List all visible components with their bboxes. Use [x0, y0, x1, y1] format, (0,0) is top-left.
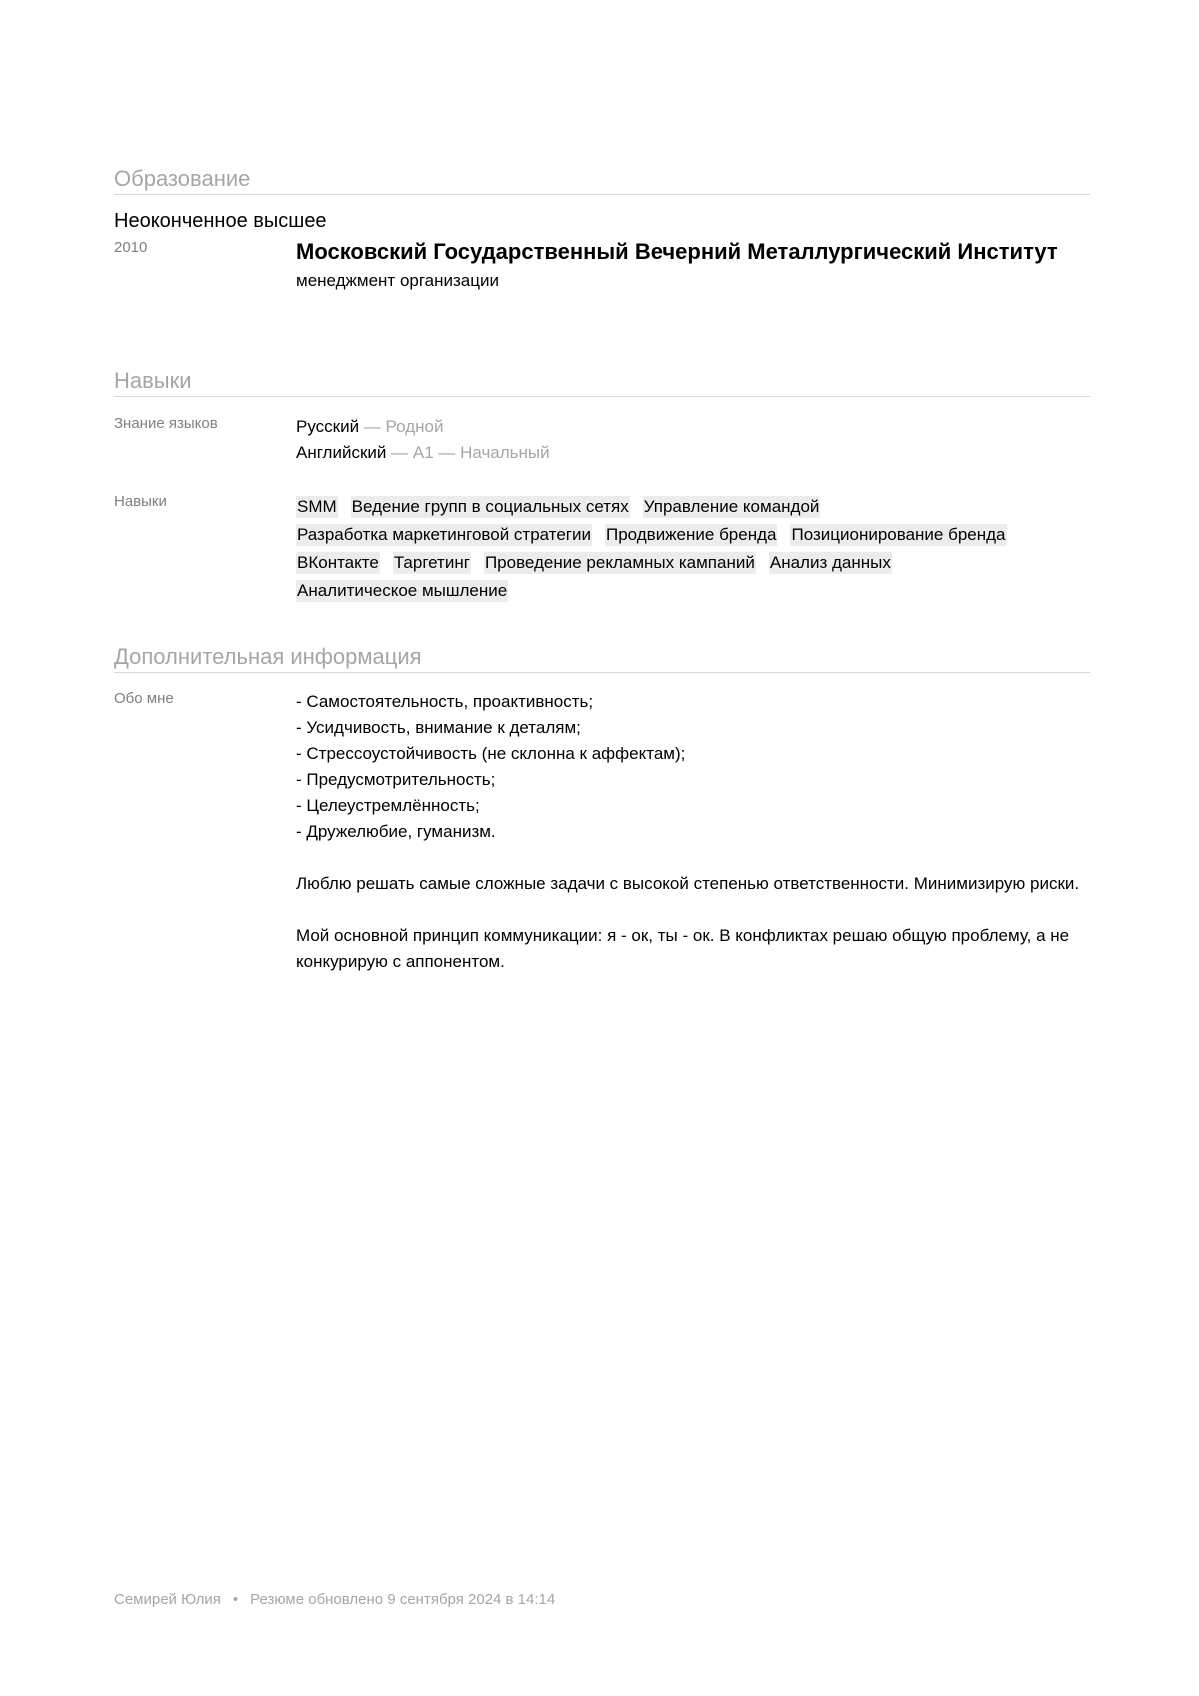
- about-line: - Дружелюбие, гуманизм.: [296, 822, 496, 841]
- footer-separator: •: [232, 1591, 239, 1608]
- language-name: Английский: [296, 443, 387, 462]
- skill-tag: Анализ данных: [769, 553, 891, 572]
- footer-name: Семирей Юлия: [114, 1591, 221, 1608]
- language-item: [296, 440, 1090, 466]
- skill-tag: Аналитическое мышление: [297, 581, 508, 600]
- about-line: - Самостоятельность, проактивность;: [296, 692, 594, 711]
- footer-updated: Резюме обновлено 9 сентября 2024 в 14:14: [250, 1591, 556, 1608]
- skills-section: [114, 368, 1090, 397]
- about-line: - Предусмотрительность;: [296, 770, 496, 789]
- skill-tag: Проведение рекламных кампаний: [484, 553, 755, 572]
- skill-tag: Позиционирование бренда: [791, 525, 1006, 544]
- education-institution: Московский Государственный Вечерний Металлургический Институт: [296, 239, 1058, 264]
- about-text: [296, 689, 1090, 975]
- education-specialty: менеджмент организации: [296, 271, 499, 290]
- education-year: 2010: [114, 239, 148, 256]
- skill-tag: Управление командой: [643, 497, 820, 516]
- skills-section-title: Навыки: [114, 368, 1090, 397]
- about-line: - Стрессоустойчивость (не склонна к аффектам);: [296, 744, 686, 763]
- language-level: — Родной: [359, 417, 444, 436]
- about-line: - Усидчивость, внимание к деталям;: [296, 718, 581, 737]
- about-label: Обо мне: [114, 690, 174, 707]
- skill-tag: Продвижение бренда: [605, 525, 777, 544]
- education-level: Неоконченное высшее: [114, 210, 327, 232]
- language-name: Русский: [296, 417, 360, 436]
- skills-label: Навыки: [114, 493, 167, 510]
- language-level: — A1 — Начальный: [386, 443, 550, 462]
- resume-page: [114, 0, 1090, 1696]
- about-line: - Целеустремлённость;: [296, 796, 480, 815]
- languages-label: Знание языков: [114, 415, 218, 432]
- skill-tag: Ведение групп в социальных сетях: [351, 497, 629, 516]
- skill-tag: ВКонтакте: [297, 553, 379, 572]
- education-section: [114, 166, 1090, 195]
- about-paragraph: Мой основной принцип коммуникации: я - ок, ты - ок. В конфликтах решаю общую проблему, а не конкурирую с аппонентом.: [296, 926, 1070, 971]
- page-footer: [114, 1590, 555, 1610]
- additional-section: [114, 644, 1090, 673]
- additional-section-title: Дополнительная информация: [114, 644, 1090, 673]
- skill-tag: Таргетинг: [393, 553, 470, 572]
- skill-tag: SMM: [297, 497, 337, 516]
- education-details: [296, 238, 1090, 294]
- about-paragraph: Люблю решать самые сложные задачи с высокой степенью ответственности. Минимизирую риски.: [296, 874, 1080, 893]
- languages-list: [296, 414, 1090, 466]
- education-section-title: Образование: [114, 166, 1090, 195]
- skill-tags: [296, 494, 1090, 606]
- language-item: [296, 414, 1090, 440]
- skill-tag: Разработка маркетинговой стратегии: [297, 525, 591, 544]
